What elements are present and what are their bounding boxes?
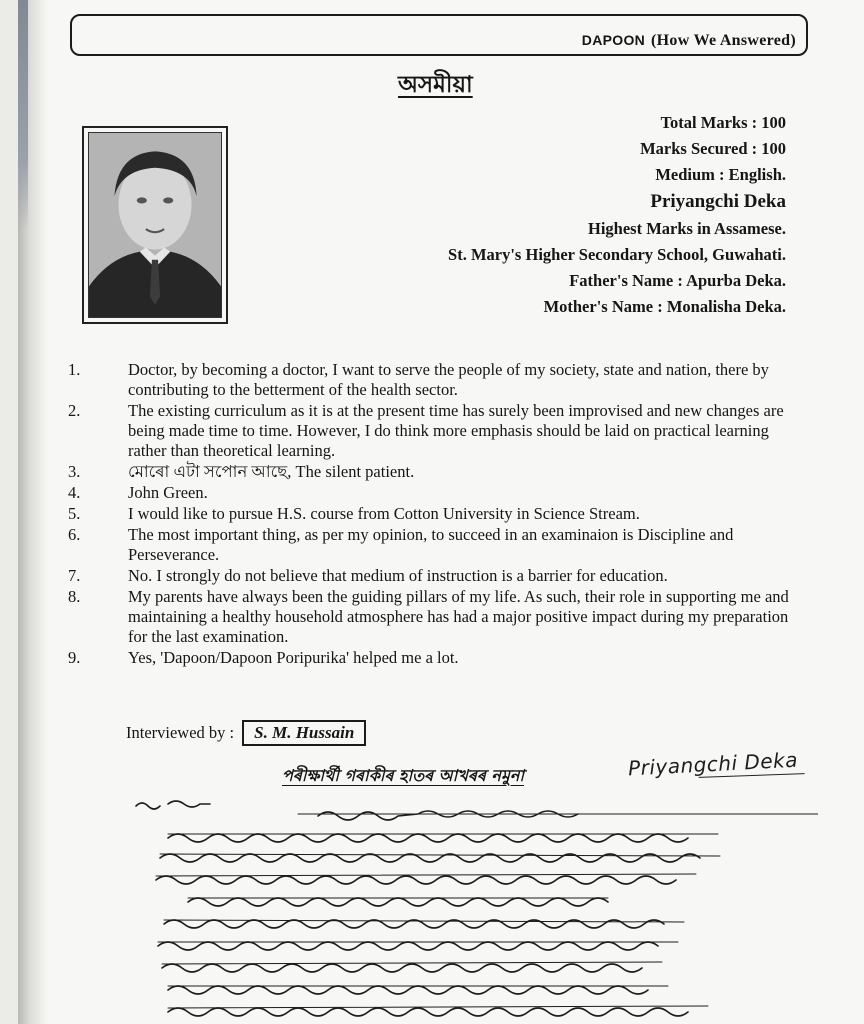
answer-text: মোৰো এটা সপোন আছে, The silent patient. [128, 462, 415, 481]
highest-marks: Highest Marks in Assamese. [588, 219, 786, 238]
header-title [582, 32, 796, 50]
answer-number: 4. [68, 483, 81, 502]
interviewer-label: Interviewed by : [126, 723, 235, 742]
answer-text: Doctor, by becoming a doctor, I want to serve the people of my society, state and nation, there by contributing to the betterment of the health sector. [128, 360, 769, 399]
answer-text: No. I strongly do not believe that medium of instruction is a barrier for education. [128, 566, 668, 585]
answer-number: 6. [68, 525, 81, 544]
student-name: Priyangchi Deka [650, 191, 786, 212]
medium: Medium : English. [655, 165, 786, 184]
header-section: (How We Answered) [651, 32, 796, 49]
answer-number: 5. [68, 504, 81, 523]
answer-number: 1. [68, 360, 81, 379]
answer-number: 8. [68, 587, 81, 606]
answer-text: The existing curriculum as it is at the present time has surely been improvised and new changes are being made time to time. However, I do think more emphasis should be laid on practical learning rather than theoretical learning. [128, 401, 784, 460]
answer-item [66, 587, 806, 647]
answer-text: My parents have always been the guiding pillars of my life. As such, their role in supporting me and maintaining a healthy household atmosphere has had a major positive impact during my preparation for the last examination. [128, 587, 789, 646]
page-edge-stripe [18, 0, 28, 230]
school-name: St. Mary's Higher Secondary School, Guwahati. [448, 245, 786, 264]
answer-text: John Green. [128, 483, 208, 502]
answer-number: 9. [68, 648, 81, 667]
student-photo-icon [88, 132, 222, 318]
answer-item [66, 462, 806, 482]
header-bar [70, 14, 808, 56]
page [18, 0, 864, 1024]
header-brand: DAPOON [581, 32, 646, 48]
handwriting-sample-title: পৰীক্ষাৰ্থী গৰাকীৰ হাতৰ আখৰৰ নমুনা [282, 766, 525, 785]
interviewer-line [126, 720, 366, 746]
answer-item [66, 566, 806, 586]
answer-text: Yes, 'Dapoon/Dapoon Poripurika' helped me a lot. [128, 648, 459, 667]
answer-item [66, 525, 806, 565]
handwriting-sample-icon [128, 794, 818, 1019]
answer-item [66, 504, 806, 524]
answer-item [66, 401, 806, 461]
marks-secured: Marks Secured : 100 [640, 139, 786, 158]
signature: Priyangchi Deka [627, 747, 799, 781]
answer-item [66, 360, 806, 400]
interviewer-name: S. M. Hussain [242, 720, 366, 746]
answer-number: 2. [68, 401, 81, 420]
subject-title: অসমীয়া [398, 72, 473, 98]
mother-name: Mother's Name : Monalisha Deka. [543, 297, 786, 316]
answer-item [66, 648, 806, 668]
answer-number: 3. [68, 462, 81, 481]
answer-number: 7. [68, 566, 81, 585]
answer-text: I would like to pursue H.S. course from Cotton University in Science Stream. [128, 504, 640, 523]
answer-item [66, 483, 806, 503]
student-info [448, 110, 786, 320]
answers-list [66, 360, 806, 669]
total-marks: Total Marks : 100 [660, 113, 786, 132]
answer-text: The most important thing, as per my opinion, to succeed in an examinaion is Discipline and Perseverance. [128, 525, 734, 564]
father-name: Father's Name : Apurba Deka. [569, 271, 786, 290]
student-photo-frame [82, 126, 228, 324]
